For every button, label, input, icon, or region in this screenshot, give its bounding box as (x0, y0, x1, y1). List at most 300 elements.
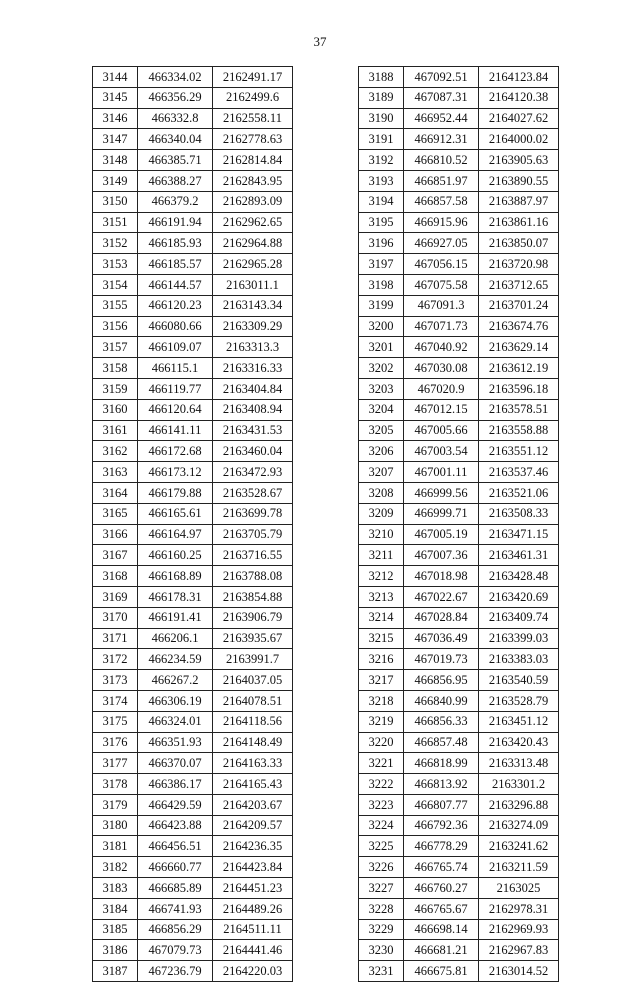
table-row (359, 399, 559, 420)
y-coordinate-cell: 2163537.46 (479, 462, 559, 483)
y-coordinate-cell: 2163887.97 (479, 191, 559, 212)
point-number-cell: 3144 (93, 67, 138, 88)
x-coordinate-cell: 467005.66 (404, 420, 479, 441)
table-row (359, 940, 559, 961)
point-number-cell: 3196 (359, 233, 404, 254)
point-number-cell: 3201 (359, 337, 404, 358)
x-coordinate-cell: 466927.05 (404, 233, 479, 254)
x-coordinate-cell: 466857.58 (404, 191, 479, 212)
point-number-cell: 3213 (359, 586, 404, 607)
table-row (359, 191, 559, 212)
point-number-cell: 3178 (93, 774, 138, 795)
y-coordinate-cell: 2164118.56 (213, 711, 293, 732)
table-row (93, 898, 293, 919)
y-coordinate-cell: 2163521.06 (479, 482, 559, 503)
x-coordinate-cell: 466792.36 (404, 815, 479, 836)
table-row (359, 274, 559, 295)
x-coordinate-cell: 466141.11 (138, 420, 213, 441)
y-coordinate-cell: 2163309.29 (213, 316, 293, 337)
point-number-cell: 3219 (359, 711, 404, 732)
table-row (359, 898, 559, 919)
x-coordinate-cell: 466681.21 (404, 940, 479, 961)
point-number-cell: 3223 (359, 794, 404, 815)
y-coordinate-cell: 2163788.08 (213, 566, 293, 587)
x-coordinate-cell: 466168.89 (138, 566, 213, 587)
y-coordinate-cell: 2163578.51 (479, 399, 559, 420)
x-coordinate-cell: 466172.68 (138, 441, 213, 462)
table-row (93, 524, 293, 545)
table-row (359, 378, 559, 399)
table-row (93, 67, 293, 88)
table-row (359, 711, 559, 732)
point-number-cell: 3197 (359, 254, 404, 275)
x-coordinate-cell: 466385.71 (138, 150, 213, 171)
point-number-cell: 3170 (93, 607, 138, 628)
y-coordinate-cell: 2162964.88 (213, 233, 293, 254)
x-coordinate-cell: 466660.77 (138, 857, 213, 878)
table-row (359, 524, 559, 545)
x-coordinate-cell: 466810.52 (404, 150, 479, 171)
point-number-cell: 3173 (93, 670, 138, 691)
x-coordinate-cell: 467028.84 (404, 607, 479, 628)
x-coordinate-cell: 466334.02 (138, 67, 213, 88)
point-number-cell: 3180 (93, 815, 138, 836)
x-coordinate-cell: 467056.15 (404, 254, 479, 275)
y-coordinate-cell: 2163143.34 (213, 295, 293, 316)
y-coordinate-cell: 2164203.67 (213, 794, 293, 815)
table-row (93, 649, 293, 670)
table-row (359, 87, 559, 108)
point-number-cell: 3226 (359, 857, 404, 878)
y-coordinate-cell: 2164165.43 (213, 774, 293, 795)
x-coordinate-cell: 466760.27 (404, 878, 479, 899)
y-coordinate-cell: 2164078.51 (213, 690, 293, 711)
x-coordinate-cell: 467003.54 (404, 441, 479, 462)
y-coordinate-cell: 2163025 (479, 878, 559, 899)
x-coordinate-cell: 466807.77 (404, 794, 479, 815)
table-row (93, 753, 293, 774)
x-coordinate-cell: 467001.11 (404, 462, 479, 483)
x-coordinate-cell: 466698.14 (404, 919, 479, 940)
table-row (359, 919, 559, 940)
table-row (359, 607, 559, 628)
y-coordinate-cell: 2163461.31 (479, 545, 559, 566)
x-coordinate-cell: 467071.73 (404, 316, 479, 337)
x-coordinate-cell: 467030.08 (404, 358, 479, 379)
x-coordinate-cell: 466206.1 (138, 628, 213, 649)
x-coordinate-cell: 466386.17 (138, 774, 213, 795)
y-coordinate-cell: 2163471.15 (479, 524, 559, 545)
x-coordinate-cell: 466912.31 (404, 129, 479, 150)
table-row (93, 919, 293, 940)
y-coordinate-cell: 2162499.6 (213, 87, 293, 108)
y-coordinate-cell: 2164000.02 (479, 129, 559, 150)
y-coordinate-cell: 2162843.95 (213, 170, 293, 191)
x-coordinate-cell: 466379.2 (138, 191, 213, 212)
point-number-cell: 3169 (93, 586, 138, 607)
table-row (359, 170, 559, 191)
y-coordinate-cell: 2164236.35 (213, 836, 293, 857)
y-coordinate-cell: 2164148.49 (213, 732, 293, 753)
x-coordinate-cell: 466999.56 (404, 482, 479, 503)
point-number-cell: 3193 (359, 170, 404, 191)
point-number-cell: 3220 (359, 732, 404, 753)
x-coordinate-cell: 466080.66 (138, 316, 213, 337)
y-coordinate-cell: 2163716.55 (213, 545, 293, 566)
table-row (359, 878, 559, 899)
y-coordinate-cell: 2164441.46 (213, 940, 293, 961)
table-row (93, 108, 293, 129)
table-row (359, 295, 559, 316)
x-coordinate-cell: 467092.51 (404, 67, 479, 88)
y-coordinate-cell: 2163558.88 (479, 420, 559, 441)
y-coordinate-cell: 2163861.16 (479, 212, 559, 233)
x-coordinate-cell: 467236.79 (138, 961, 213, 982)
table-row (93, 337, 293, 358)
x-coordinate-cell: 467036.49 (404, 628, 479, 649)
point-number-cell: 3208 (359, 482, 404, 503)
point-number-cell: 3202 (359, 358, 404, 379)
y-coordinate-cell: 2163551.12 (479, 441, 559, 462)
point-number-cell: 3221 (359, 753, 404, 774)
y-coordinate-cell: 2163991.7 (213, 649, 293, 670)
table-row (359, 753, 559, 774)
x-coordinate-cell: 466173.12 (138, 462, 213, 483)
point-number-cell: 3186 (93, 940, 138, 961)
point-number-cell: 3216 (359, 649, 404, 670)
table-row (359, 961, 559, 982)
point-number-cell: 3191 (359, 129, 404, 150)
table-row (359, 337, 559, 358)
table-row (93, 87, 293, 108)
y-coordinate-cell: 2163674.76 (479, 316, 559, 337)
table-row (93, 670, 293, 691)
coordinates-table-right (358, 66, 559, 982)
x-coordinate-cell: 466120.23 (138, 295, 213, 316)
y-coordinate-cell: 2162962.65 (213, 212, 293, 233)
x-coordinate-cell: 466340.04 (138, 129, 213, 150)
y-coordinate-cell: 2163905.63 (479, 150, 559, 171)
table-row (93, 794, 293, 815)
y-coordinate-cell: 2164423.84 (213, 857, 293, 878)
x-coordinate-cell: 466165.61 (138, 503, 213, 524)
x-coordinate-cell: 466191.41 (138, 607, 213, 628)
y-coordinate-cell: 2163540.59 (479, 670, 559, 691)
point-number-cell: 3168 (93, 566, 138, 587)
y-coordinate-cell: 2162491.17 (213, 67, 293, 88)
y-coordinate-cell: 2163612.19 (479, 358, 559, 379)
x-coordinate-cell: 466178.31 (138, 586, 213, 607)
point-number-cell: 3230 (359, 940, 404, 961)
table-row (359, 441, 559, 462)
point-number-cell: 3207 (359, 462, 404, 483)
point-number-cell: 3157 (93, 337, 138, 358)
point-number-cell: 3185 (93, 919, 138, 940)
x-coordinate-cell: 466144.57 (138, 274, 213, 295)
table-row (359, 150, 559, 171)
table-row (93, 878, 293, 899)
x-coordinate-cell: 466999.71 (404, 503, 479, 524)
point-number-cell: 3162 (93, 441, 138, 462)
x-coordinate-cell: 466813.92 (404, 774, 479, 795)
table-row (93, 545, 293, 566)
table-row (359, 316, 559, 337)
x-coordinate-cell: 466741.93 (138, 898, 213, 919)
y-coordinate-cell: 2164027.62 (479, 108, 559, 129)
table-row (93, 815, 293, 836)
y-coordinate-cell: 2164209.57 (213, 815, 293, 836)
y-coordinate-cell: 2163420.69 (479, 586, 559, 607)
point-number-cell: 3159 (93, 378, 138, 399)
table-row (359, 670, 559, 691)
point-number-cell: 3148 (93, 150, 138, 171)
x-coordinate-cell: 466267.2 (138, 670, 213, 691)
point-number-cell: 3195 (359, 212, 404, 233)
y-coordinate-cell: 2163404.84 (213, 378, 293, 399)
table-row (93, 566, 293, 587)
table-row (359, 794, 559, 815)
table-row (359, 732, 559, 753)
table-row (359, 358, 559, 379)
x-coordinate-cell: 467020.9 (404, 378, 479, 399)
y-coordinate-cell: 2162978.31 (479, 898, 559, 919)
point-number-cell: 3209 (359, 503, 404, 524)
x-coordinate-cell: 466388.27 (138, 170, 213, 191)
y-coordinate-cell: 2163409.74 (479, 607, 559, 628)
table-row (93, 503, 293, 524)
point-number-cell: 3229 (359, 919, 404, 940)
x-coordinate-cell: 467040.92 (404, 337, 479, 358)
point-number-cell: 3177 (93, 753, 138, 774)
y-coordinate-cell: 2163011.1 (213, 274, 293, 295)
table-row (359, 545, 559, 566)
y-coordinate-cell: 2162965.28 (213, 254, 293, 275)
point-number-cell: 3194 (359, 191, 404, 212)
table-row (359, 420, 559, 441)
x-coordinate-cell: 467075.58 (404, 274, 479, 295)
table-row (359, 857, 559, 878)
point-number-cell: 3163 (93, 462, 138, 483)
y-coordinate-cell: 2164123.84 (479, 67, 559, 88)
table-row (359, 212, 559, 233)
y-coordinate-cell: 2163712.65 (479, 274, 559, 295)
table-row (93, 482, 293, 503)
table-row (93, 940, 293, 961)
point-number-cell: 3150 (93, 191, 138, 212)
y-coordinate-cell: 2163383.03 (479, 649, 559, 670)
point-number-cell: 3149 (93, 170, 138, 191)
point-number-cell: 3161 (93, 420, 138, 441)
y-coordinate-cell: 2162969.93 (479, 919, 559, 940)
table-row (359, 67, 559, 88)
x-coordinate-cell: 466234.59 (138, 649, 213, 670)
y-coordinate-cell: 2163472.93 (213, 462, 293, 483)
point-number-cell: 3146 (93, 108, 138, 129)
y-coordinate-cell: 2163274.09 (479, 815, 559, 836)
point-number-cell: 3155 (93, 295, 138, 316)
y-coordinate-cell: 2163596.18 (479, 378, 559, 399)
x-coordinate-cell: 467079.73 (138, 940, 213, 961)
x-coordinate-cell: 467012.15 (404, 399, 479, 420)
y-coordinate-cell: 2163313.3 (213, 337, 293, 358)
x-coordinate-cell: 466952.44 (404, 108, 479, 129)
table-row (93, 295, 293, 316)
table-row (93, 711, 293, 732)
point-number-cell: 3200 (359, 316, 404, 337)
table-row (359, 690, 559, 711)
table-row (93, 129, 293, 150)
table-row (93, 420, 293, 441)
point-number-cell: 3181 (93, 836, 138, 857)
point-number-cell: 3222 (359, 774, 404, 795)
y-coordinate-cell: 2163890.55 (479, 170, 559, 191)
table-row (93, 150, 293, 171)
page-number: 37 (313, 34, 327, 49)
table-row (359, 628, 559, 649)
table-row (359, 836, 559, 857)
y-coordinate-cell: 2162558.11 (213, 108, 293, 129)
y-coordinate-cell: 2163316.33 (213, 358, 293, 379)
x-coordinate-cell: 466356.29 (138, 87, 213, 108)
y-coordinate-cell: 2163301.2 (479, 774, 559, 795)
y-coordinate-cell: 2163629.14 (479, 337, 559, 358)
x-coordinate-cell: 466851.97 (404, 170, 479, 191)
point-number-cell: 3218 (359, 690, 404, 711)
y-coordinate-cell: 2163528.67 (213, 482, 293, 503)
table-row (93, 607, 293, 628)
y-coordinate-cell: 2164451.23 (213, 878, 293, 899)
table-row (93, 774, 293, 795)
table-row (359, 586, 559, 607)
x-coordinate-cell: 466179.88 (138, 482, 213, 503)
point-number-cell: 3176 (93, 732, 138, 753)
point-number-cell: 3190 (359, 108, 404, 129)
x-coordinate-cell: 466685.89 (138, 878, 213, 899)
point-number-cell: 3217 (359, 670, 404, 691)
table-row (93, 274, 293, 295)
x-coordinate-cell: 466423.88 (138, 815, 213, 836)
table-row (93, 170, 293, 191)
point-number-cell: 3166 (93, 524, 138, 545)
y-coordinate-cell: 2163420.43 (479, 732, 559, 753)
table-row (93, 254, 293, 275)
table-row (93, 836, 293, 857)
point-number-cell: 3227 (359, 878, 404, 899)
y-coordinate-cell: 2163854.88 (213, 586, 293, 607)
y-coordinate-cell: 2163399.03 (479, 628, 559, 649)
table-row (359, 774, 559, 795)
y-coordinate-cell: 2162814.84 (213, 150, 293, 171)
y-coordinate-cell: 2163431.53 (213, 420, 293, 441)
x-coordinate-cell: 466191.94 (138, 212, 213, 233)
point-number-cell: 3153 (93, 254, 138, 275)
table-row (93, 732, 293, 753)
point-number-cell: 3182 (93, 857, 138, 878)
table-row (93, 399, 293, 420)
table-row (359, 482, 559, 503)
x-coordinate-cell: 467005.19 (404, 524, 479, 545)
table-row (93, 212, 293, 233)
point-number-cell: 3188 (359, 67, 404, 88)
table-row (93, 191, 293, 212)
y-coordinate-cell: 2164163.33 (213, 753, 293, 774)
table-row (359, 503, 559, 524)
x-coordinate-cell: 467018.98 (404, 566, 479, 587)
x-coordinate-cell: 466456.51 (138, 836, 213, 857)
table-row (93, 378, 293, 399)
point-number-cell: 3152 (93, 233, 138, 254)
y-coordinate-cell: 2163241.62 (479, 836, 559, 857)
point-number-cell: 3192 (359, 150, 404, 171)
x-coordinate-cell: 466856.95 (404, 670, 479, 691)
point-number-cell: 3199 (359, 295, 404, 316)
table-row (93, 316, 293, 337)
y-coordinate-cell: 2163701.24 (479, 295, 559, 316)
x-coordinate-cell: 466164.97 (138, 524, 213, 545)
x-coordinate-cell: 466778.29 (404, 836, 479, 857)
point-number-cell: 3189 (359, 87, 404, 108)
x-coordinate-cell: 466840.99 (404, 690, 479, 711)
x-coordinate-cell: 466370.07 (138, 753, 213, 774)
table-row (93, 586, 293, 607)
y-coordinate-cell: 2163014.52 (479, 961, 559, 982)
point-number-cell: 3204 (359, 399, 404, 420)
point-number-cell: 3172 (93, 649, 138, 670)
x-coordinate-cell: 467007.36 (404, 545, 479, 566)
point-number-cell: 3187 (93, 961, 138, 982)
x-coordinate-cell: 467022.67 (404, 586, 479, 607)
y-coordinate-cell: 2164037.05 (213, 670, 293, 691)
x-coordinate-cell: 466160.25 (138, 545, 213, 566)
y-coordinate-cell: 2163508.33 (479, 503, 559, 524)
point-number-cell: 3154 (93, 274, 138, 295)
point-number-cell: 3147 (93, 129, 138, 150)
x-coordinate-cell: 466120.64 (138, 399, 213, 420)
x-coordinate-cell: 466119.77 (138, 378, 213, 399)
point-number-cell: 3164 (93, 482, 138, 503)
y-coordinate-cell: 2164120.38 (479, 87, 559, 108)
coordinates-table-left (92, 66, 293, 982)
x-coordinate-cell: 467091.3 (404, 295, 479, 316)
table-row (93, 233, 293, 254)
y-coordinate-cell: 2163296.88 (479, 794, 559, 815)
y-coordinate-cell: 2163528.79 (479, 690, 559, 711)
x-coordinate-cell: 466306.19 (138, 690, 213, 711)
point-number-cell: 3225 (359, 836, 404, 857)
x-coordinate-cell: 466115.1 (138, 358, 213, 379)
y-coordinate-cell: 2162778.63 (213, 129, 293, 150)
x-coordinate-cell: 466765.67 (404, 898, 479, 919)
x-coordinate-cell: 466109.07 (138, 337, 213, 358)
point-number-cell: 3215 (359, 628, 404, 649)
point-number-cell: 3214 (359, 607, 404, 628)
y-coordinate-cell: 2163906.79 (213, 607, 293, 628)
x-coordinate-cell: 466429.59 (138, 794, 213, 815)
y-coordinate-cell: 2164489.26 (213, 898, 293, 919)
point-number-cell: 3175 (93, 711, 138, 732)
point-number-cell: 3203 (359, 378, 404, 399)
table-row (93, 628, 293, 649)
y-coordinate-cell: 2163699.78 (213, 503, 293, 524)
y-coordinate-cell: 2163460.04 (213, 441, 293, 462)
x-coordinate-cell: 466185.93 (138, 233, 213, 254)
x-coordinate-cell: 466915.96 (404, 212, 479, 233)
table-row (359, 233, 559, 254)
y-coordinate-cell: 2163935.67 (213, 628, 293, 649)
table-row (93, 462, 293, 483)
x-coordinate-cell: 466185.57 (138, 254, 213, 275)
y-coordinate-cell: 2164220.03 (213, 961, 293, 982)
